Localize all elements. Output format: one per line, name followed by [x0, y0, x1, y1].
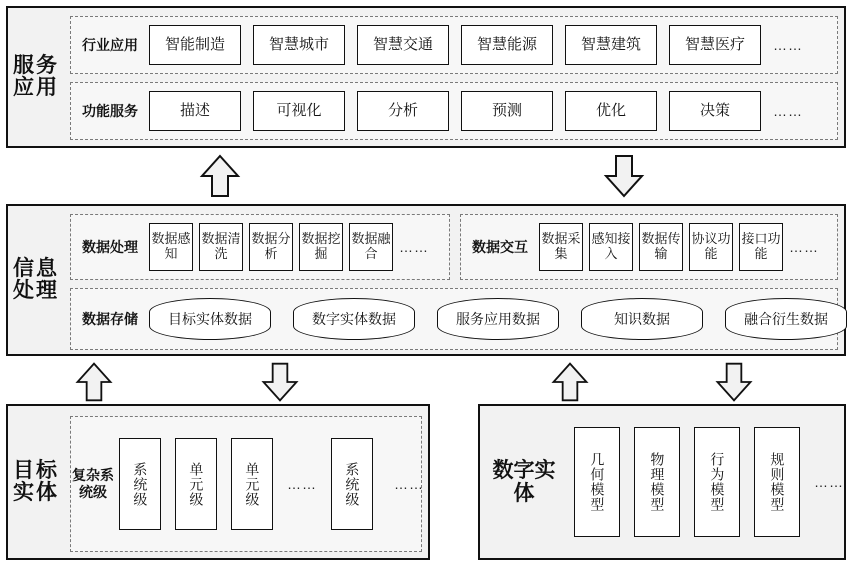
target-outer-ellipsis: …… [394, 476, 424, 492]
industry-item-smart-transport[interactable]: 智慧交通 [357, 25, 449, 65]
digital-item-physics-model[interactable] [634, 427, 680, 537]
data-storage-label: 数据存储 [82, 310, 138, 327]
arrow-down-target-right [258, 360, 302, 404]
target-item-system-level-2[interactable] [331, 438, 373, 530]
storage-item-service-application-data[interactable]: 服务应用数据 [437, 298, 559, 340]
service-layer-title-text: 服务应用 [13, 53, 59, 99]
target-item-system-level-1[interactable] [119, 438, 161, 530]
industry-ellipsis: …… [773, 37, 803, 53]
industry-application-items [149, 25, 803, 65]
target-item-unit-level-1-text: 单元级 [188, 461, 205, 507]
data-exchange-row [460, 214, 838, 280]
function-service-label: 功能服务 [82, 102, 138, 119]
information-processing-layer [6, 204, 846, 356]
digital-item-rule-model[interactable] [754, 427, 800, 537]
target-item-unit-level-2[interactable] [231, 438, 273, 530]
arrow-down-digital-right [712, 360, 756, 404]
industry-application-row [70, 16, 838, 74]
arrow-up-service-left [196, 152, 244, 200]
function-item-prediction[interactable]: 预测 [461, 91, 553, 131]
digital-entity-content [480, 406, 844, 558]
storage-item-fusion-derived-data[interactable]: 融合衍生数据 [725, 298, 847, 340]
industry-item-smart-city[interactable]: 智慧城市 [253, 25, 345, 65]
target-item-system-level-1-text: 系统级 [132, 461, 149, 507]
function-item-analysis[interactable]: 分析 [357, 91, 449, 131]
digital-item-behavior-model-text: 行为模型 [709, 452, 726, 512]
target-layer-title [8, 406, 64, 558]
digital-item-physics-model-text: 物理模型 [649, 452, 666, 512]
complex-system-label: 复杂系统级 [72, 467, 114, 500]
service-application-layer [6, 6, 846, 148]
storage-item-digital-entity-data[interactable]: 数字实体数据 [293, 298, 415, 340]
info-layer-title [8, 206, 64, 354]
function-item-visualization[interactable]: 可视化 [253, 91, 345, 131]
processing-item-data-analysis[interactable]: 数据分析 [249, 223, 293, 271]
processing-item-data-mining[interactable]: 数据挖掘 [299, 223, 343, 271]
service-layer-title [8, 8, 64, 146]
exchange-item-sensing-access[interactable]: 感知接入 [589, 223, 633, 271]
processing-item-data-fusion[interactable]: 数据融合 [349, 223, 393, 271]
digital-item-geometry-model-text: 几何模型 [589, 452, 606, 512]
exchange-item-data-transmission[interactable]: 数据传输 [639, 223, 683, 271]
function-service-row [70, 82, 838, 140]
function-item-optimization[interactable]: 优化 [565, 91, 657, 131]
digital-entity-layer [478, 404, 846, 560]
exchange-item-data-acquisition[interactable]: 数据采集 [539, 223, 583, 271]
digital-item-rule-model-text: 规则模型 [769, 452, 786, 512]
processing-item-data-sensing[interactable]: 数据感知 [149, 223, 193, 271]
data-storage-row [70, 288, 838, 350]
arrow-down-service-right [600, 152, 648, 200]
industry-item-smart-building[interactable]: 智慧建筑 [565, 25, 657, 65]
data-exchange-items [539, 223, 819, 271]
industry-item-smart-energy[interactable]: 智慧能源 [461, 25, 553, 65]
arrow-up-target-left [72, 360, 116, 404]
target-entity-items [115, 438, 373, 530]
target-item-system-level-2-text: 系统级 [344, 461, 361, 507]
exchange-item-interface-function[interactable]: 接口功能 [739, 223, 783, 271]
info-layer-title-text: 信息处理 [13, 256, 59, 302]
digital-ellipsis: …… [814, 474, 844, 490]
exchange-item-protocol-function[interactable]: 协议功能 [689, 223, 733, 271]
target-item-unit-level-1[interactable] [175, 438, 217, 530]
digital-item-behavior-model[interactable] [694, 427, 740, 537]
data-exchange-ellipsis: …… [789, 239, 819, 255]
storage-item-knowledge-data[interactable]: 知识数据 [581, 298, 703, 340]
data-storage-items [149, 298, 847, 340]
function-item-description[interactable]: 描述 [149, 91, 241, 131]
industry-item-smart-healthcare[interactable]: 智慧医疗 [669, 25, 761, 65]
industry-item-smart-manufacturing[interactable]: 智能制造 [149, 25, 241, 65]
data-processing-items [149, 223, 429, 271]
function-item-decision[interactable]: 决策 [669, 91, 761, 131]
function-service-items [149, 91, 803, 131]
data-exchange-label: 数据交互 [472, 238, 528, 255]
data-processing-ellipsis: …… [399, 239, 429, 255]
storage-item-target-entity-data[interactable]: 目标实体数据 [149, 298, 271, 340]
data-processing-row [70, 214, 450, 280]
arrow-up-digital-left [548, 360, 592, 404]
target-item-unit-level-2-text: 单元级 [244, 461, 261, 507]
target-inner-ellipsis: …… [287, 476, 317, 492]
industry-application-label: 行业应用 [82, 36, 138, 53]
target-entity-layer [6, 404, 430, 560]
function-ellipsis: …… [773, 103, 803, 119]
complex-system-group [70, 416, 422, 552]
data-processing-label: 数据处理 [82, 238, 138, 255]
digital-item-geometry-model[interactable] [574, 427, 620, 537]
target-layer-title-text: 目标实体 [13, 458, 59, 504]
processing-item-data-cleaning[interactable]: 数据清洗 [199, 223, 243, 271]
digital-layer-title: 数字实体 [492, 458, 556, 505]
